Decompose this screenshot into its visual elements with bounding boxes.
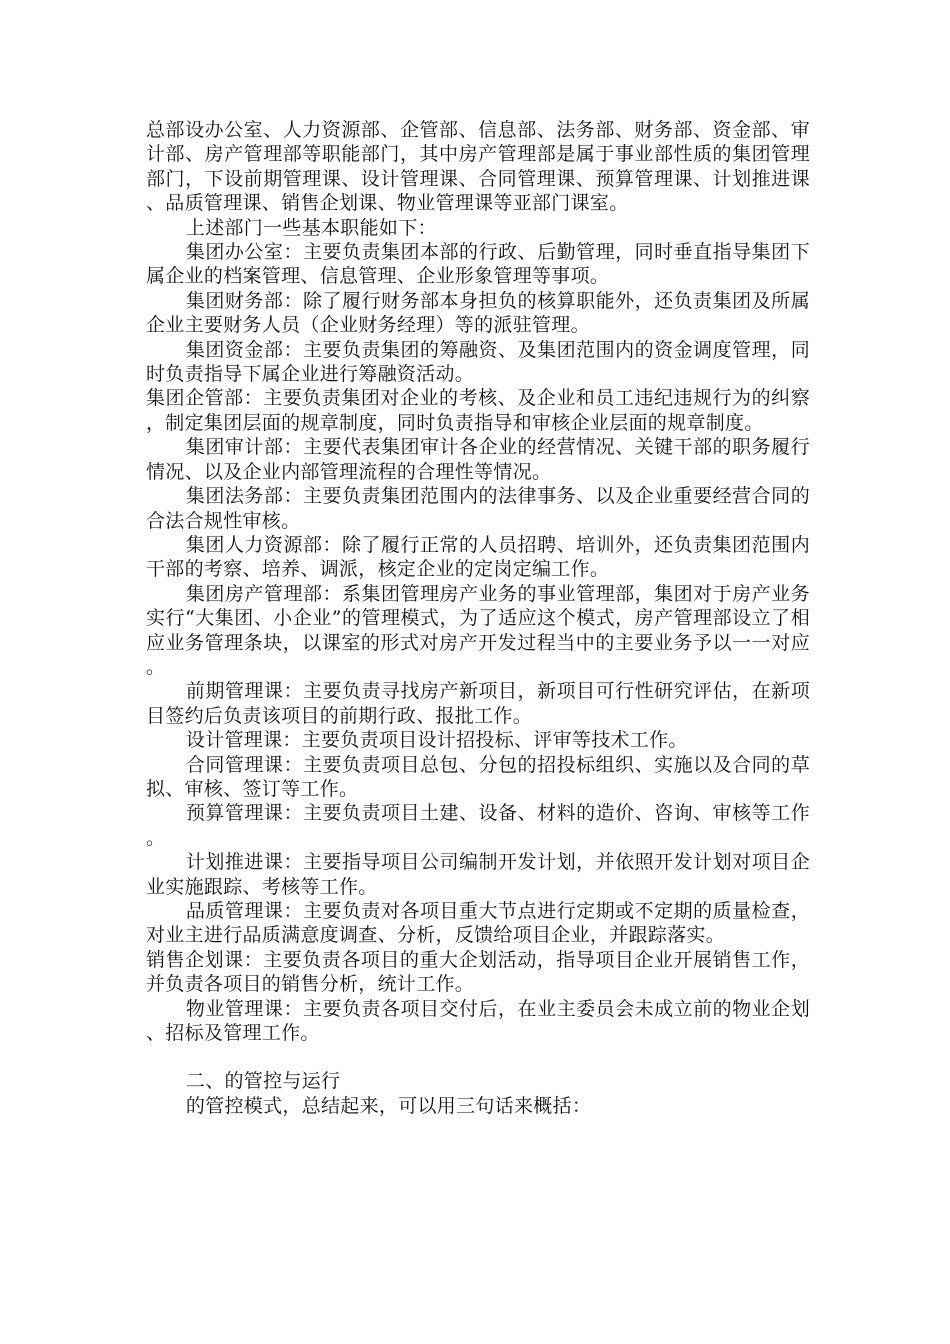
section-heading: 二、的管控与运行 [185, 1070, 341, 1093]
paragraph-quality-section: 品质管理课：主要负责对各项目重大节点进行定期或不定期的质量检查，对业主进行品质满意度调查、分析，反馈给项目企业，并跟踪落实。 [146, 900, 810, 947]
paragraph-treasury: 集团资金部：主要负责集团的筹融资、及集团范围内的资金调度管理，同时负责指导下属企业进行筹融资活动。 [146, 338, 810, 386]
document-page [146, 118, 810, 1118]
paragraph-budget-section: 预算管理课：主要负责项目土建、设备、材料的造价、咨询、审核等工作。 [146, 802, 810, 849]
paragraph-departments-overview: 总部设办公室、人力资源部、企管部、信息部、法务部、财务部、资金部、审计部、房产管理部等职能部门，其中房产管理部是属于事业部性质的集团管理部门，下设前期管理课、设计管理课、合同管理课、预算管理课、计划推进课、品质管理课、销售企划课、物业管理课等亚部门课室。 [146, 119, 810, 215]
paragraph-enterprise-management: 集团企管部：主要负责集团对企业的考核、及企业和员工违纪违规行为的纠察，制定集团层面的规章制度，同时负责指导和审核企业层面的规章制度。 [146, 387, 810, 434]
paragraph-planning-section: 计划推进课：主要指导项目公司编制开发计划，并依照开发计划对项目企业实施跟踪、考核等工作。 [146, 851, 810, 898]
paragraph-functions-intro: 上述部门一些基本职能如下： [185, 216, 437, 239]
paragraph-real-estate: 集团房产管理部：系集团管理房产业务的事业管理部，集团对于房产业务实行“大集团、小企业”的管理模式，为了适应这个模式，房产管理部设立了相应业务管理条块，以课室的形式对房产开发过程当中的主要业务予以一一对应。 [146, 582, 810, 678]
paragraph-office: 集团办公室：主要负责集团本部的行政、后勤管理，同时垂直指导集团下属企业的档案管理、信息管理、企业形象管理等事项。 [146, 241, 810, 288]
paragraph-preliminary-section: 前期管理课：主要负责寻找房产新项目，新项目可行性研究评估，在新项目签约后负责该项目的前期行政、报批工作。 [146, 680, 810, 727]
paragraph-control-mode: 的管控模式，总结起来，可以用三句话来概括： [185, 1094, 592, 1117]
paragraph-property-section: 物业管理课：主要负责各项目交付后，在业主委员会未成立前的物业企划、招标及管理工作。 [146, 997, 810, 1045]
paragraph-audit: 集团审计部：主要代表集团审计各企业的经营情况、关键干部的职务履行情况、以及企业内部管理流程的合理性等情况。 [146, 436, 810, 483]
paragraph-design-section: 设计管理课：主要负责项目设计招投标、评审等技术工作。 [185, 729, 688, 752]
paragraph-sales-section: 销售企划课：主要负责各项目的重大企划活动，指导项目企业开展销售工作，并负责各项目的销售分析，统计工作。 [146, 948, 810, 996]
paragraph-human-resources: 集团人力资源部：除了履行正常的人员招聘、培训外，还负责集团范围内干部的考察、培养、调派，核定企业的定岗定编工作。 [146, 533, 810, 581]
paragraph-contract-section: 合同管理课：主要负责项目总包、分包的招投标组织、实施以及合同的草拟、审核、签订等工作。 [146, 753, 810, 800]
paragraph-gap [146, 1045, 810, 1069]
paragraph-legal: 集团法务部：主要负责集团范围内的法律事务、以及企业重要经营合同的合法合规性审核。 [146, 485, 810, 532]
paragraph-finance: 集团财务部：除了履行财务部本身担负的核算职能外，还负责集团及所属企业主要财务人员（企业财务经理）等的派驻管理。 [146, 289, 810, 337]
